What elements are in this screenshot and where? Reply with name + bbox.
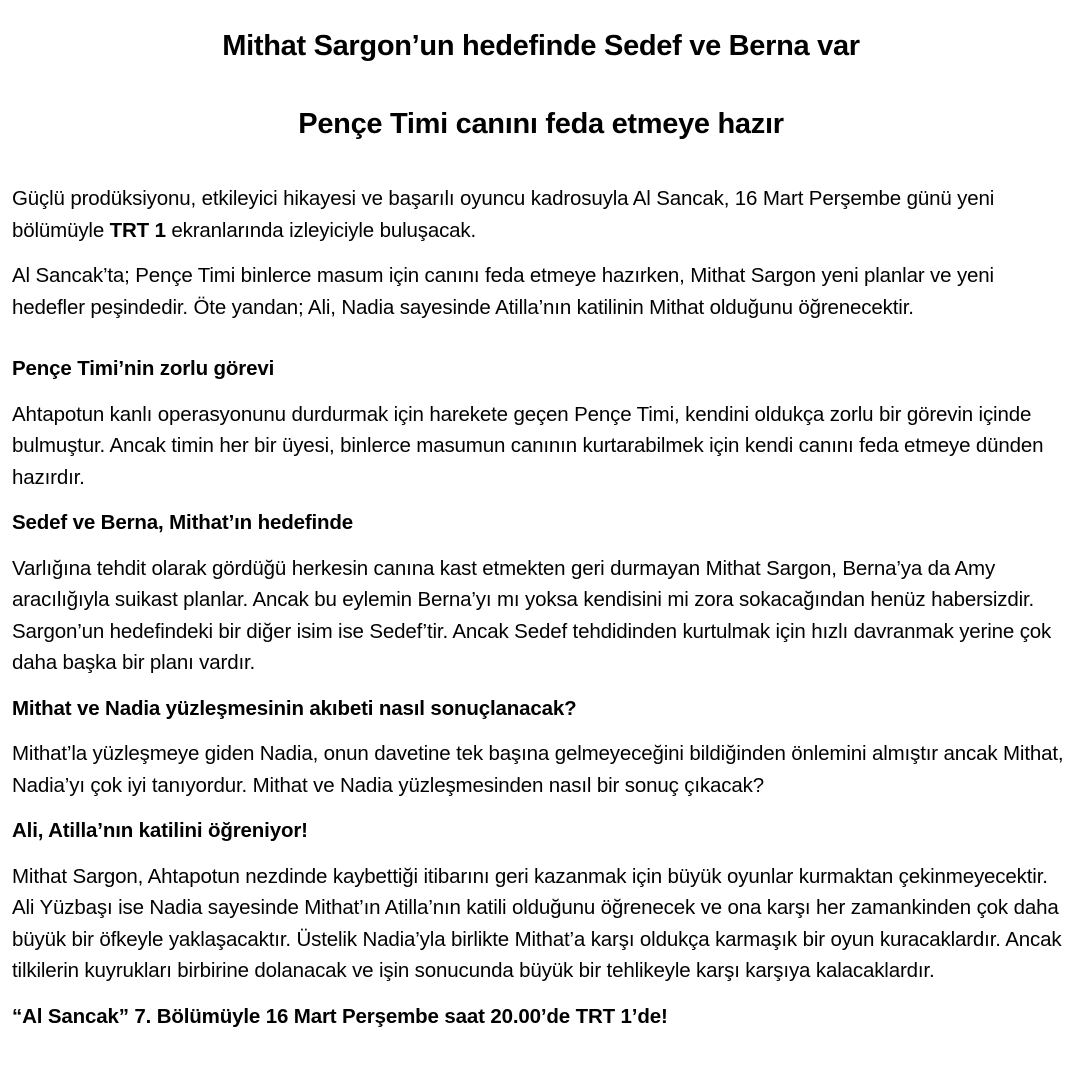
section-body-4: Mithat Sargon, Ahtapotun nezdinde kaybettiği itibarını geri kazanmak için büyük oyunlar kurmaktan çekinmeyecektir. Ali Yüzbaşı ise Nadia sayesinde Mithat’ın Atilla’nın katili olduğunu öğrenecek ve ona karşı her zamankinden çok daha büyük bir öfkeyle yaklaşacaktır. Üstelik Nadia’yla birlikte Mithat’a karşı oldukça karmaşık bir oyun kuracaklardır. Ancak tilkilerin kuyrukları birbirine dolanacak ve işin sonucunda büyük bir tehlikeyle karşı karşıya kalacaklardır. xyxy=(12,864,1062,982)
document-title: Mithat Sargon’un hedefinde Sedef ve Berna var xyxy=(222,30,860,62)
section-body-1: Ahtapotun kanlı operasyonunu durdurmak için harekete geçen Pençe Timi, kendini oldukça zorlu bir görevin içinde bulmuştur. Ancak timin her bir üyesi, binlerce masumun canının kurtarabilmek için kendi canını feda etmeye dünden hazırdır. xyxy=(12,402,1044,489)
section-body-2: Varlığına tehdit olarak gördüğü herkesin canına kast etmekten geri durmayan Mithat Sargon, Berna’ya da Amy aracılığıyla suikast planlar. Ancak bu eylemin Berna’yı mı yoksa kendisini mi zora sokacağından henüz habersizdir. Sargon’un hedefindeki bir diğer isim ise Sedef’tir. Ancak Sedef tehdidinden kurtulmak için hızlı davranmak yerine çok daha başka bir planı vardır. xyxy=(12,556,1052,674)
intro-text-before: Güçlü prodüksiyonu, etkileyici hikayesi ve başarılı oyuncu kadrosuyla Al Sancak, 16 Mart Perşembe günü yeni bölümüyle xyxy=(12,187,995,242)
section-heading-2: Sedef ve Berna, Mithat’ın hedefinde xyxy=(12,511,354,534)
document-subtitle: Pençe Timi canını feda etmeye hazır xyxy=(298,108,784,140)
section-heading-3: Mithat ve Nadia yüzleşmesinin akıbeti nasıl sonuçlanacak? xyxy=(12,696,577,720)
closing-line: “Al Sancak” 7. Bölümüyle 16 Mart Perşembe saat 20.00’de TRT 1’de! xyxy=(12,1004,668,1028)
summary-paragraph: Al Sancak’ta; Pençe Timi binlerce masum için canını feda etmeye hazırken, Mithat Sargon yeni planlar ve yeni hedefler peşindedir. Öte yandan; Ali, Nadia sayesinde Atilla’nın katilinin Mithat olduğunu öğrenecektir. xyxy=(12,264,994,319)
channel-name: TRT 1 xyxy=(109,218,166,242)
section-heading-4: Ali, Atilla’nın katilini öğreniyor! xyxy=(12,819,308,842)
section-body-3: Mithat’la yüzleşmeye giden Nadia, onun davetine tek başına gelmeyeceğini bildiğinden önlemini almıştır ancak Mithat, Nadia’yı çok iyi tanıyordur. Mithat ve Nadia yüzleşmesinden nasıl bir sonuç çıkacak? xyxy=(12,742,1064,797)
intro-text-after: ekranlarında izleyiciyle buluşacak. xyxy=(165,218,477,242)
section-heading-1: Pençe Timi’nin zorlu görevi xyxy=(12,357,275,380)
intro-paragraph xyxy=(12,183,1070,246)
